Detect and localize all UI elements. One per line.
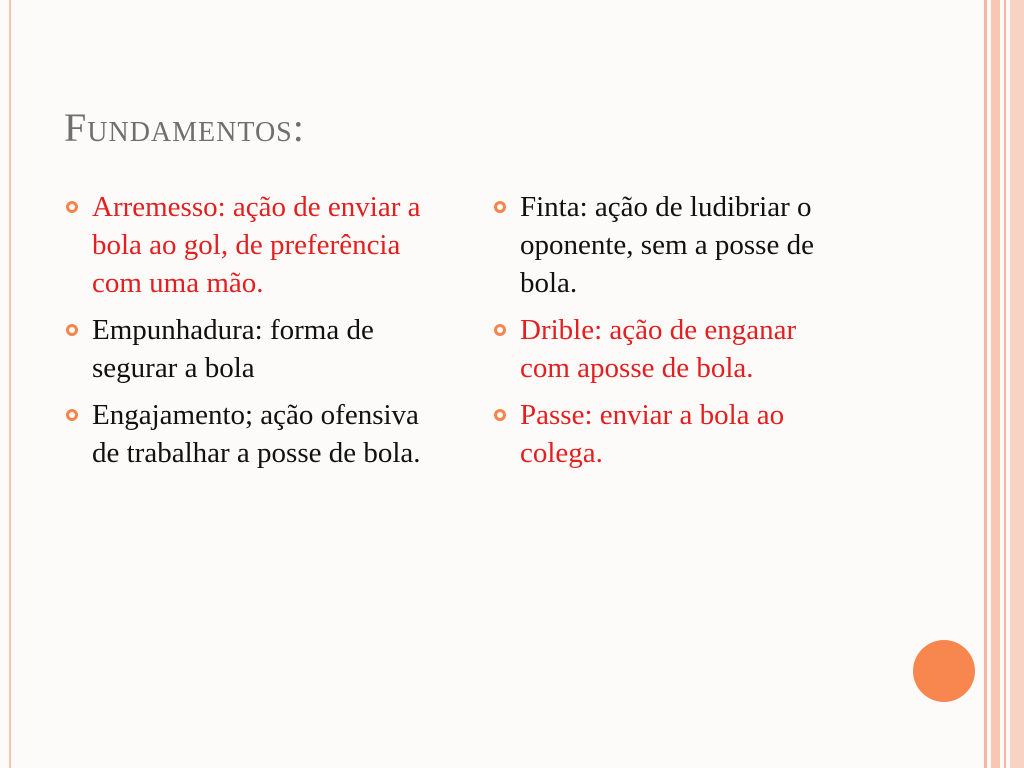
ring-bullet-icon xyxy=(66,201,78,213)
list-item-text: Drible: ação de enganar com aposse de bola. xyxy=(520,314,797,384)
decorative-circle xyxy=(913,640,975,702)
list-item-text: Engajamento; ação ofensiva de trabalhar a posse de bola. xyxy=(92,399,421,469)
list-item xyxy=(490,311,850,387)
list-item xyxy=(490,188,850,302)
ring-bullet-icon xyxy=(66,409,78,421)
right-bullet-list xyxy=(490,188,850,481)
ring-bullet-icon xyxy=(66,324,78,336)
ring-bullet-icon xyxy=(494,324,506,336)
ring-bullet-icon xyxy=(494,409,506,421)
frame-border-line xyxy=(9,0,11,768)
slide-title: Fundamentos: xyxy=(64,105,305,150)
decorative-stripes xyxy=(984,0,1024,768)
list-item-text: Arremesso: ação de enviar a bola ao gol, de preferência com uma mão. xyxy=(92,191,421,299)
list-item xyxy=(62,188,432,302)
list-item xyxy=(62,311,432,387)
list-item-text: Finta: ação de ludibriar o oponente, sem a posse de bola. xyxy=(520,191,814,299)
list-item xyxy=(62,396,432,472)
list-item xyxy=(490,396,850,472)
left-bullet-list xyxy=(62,188,432,481)
ring-bullet-icon xyxy=(494,201,506,213)
list-item-text: Empunhadura: forma de segurar a bola xyxy=(92,314,374,384)
list-item-text: Passe: enviar a bola ao colega. xyxy=(520,399,785,469)
